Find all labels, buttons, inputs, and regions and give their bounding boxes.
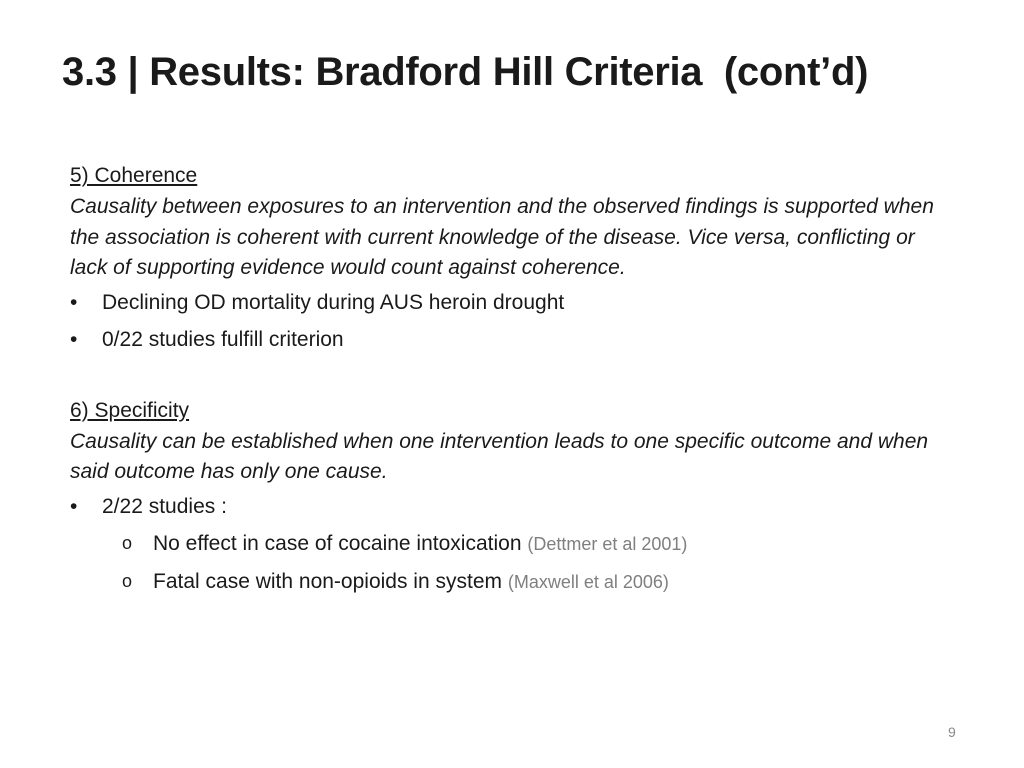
sub-list-item xyxy=(70,525,950,563)
list-item xyxy=(70,488,950,525)
sub-list-item xyxy=(70,563,950,601)
section-spacer xyxy=(70,358,950,395)
circle-bullet-icon: o xyxy=(122,532,133,553)
bullet-text: 2/22 studies : xyxy=(102,494,227,518)
coherence-definition: Causality between exposures to an intervention and the observed findings is supported when the association is coherent with current knowledge of the disease. Vice versa, conflicting or lack of supporting evidence would count against coherence. xyxy=(70,195,934,279)
bullet-text: 0/22 studies fulfill criterion xyxy=(102,327,344,351)
specificity-sub-list xyxy=(70,525,950,601)
specificity-heading: 6) Specificity xyxy=(70,398,190,422)
citation: (Maxwell et al 2006) xyxy=(507,571,669,592)
sub-bullet-text: Fatal case with non-opioids in system xyxy=(153,569,502,593)
coherence-bullet-list xyxy=(70,284,950,358)
bullet-icon: • xyxy=(70,494,78,518)
bullet-text: Declining OD mortality during AUS heroin drought xyxy=(102,290,565,314)
bullet-icon: • xyxy=(70,327,78,351)
slide-body xyxy=(70,160,950,601)
coherence-heading: 5) Coherence xyxy=(70,164,198,187)
bullet-icon: • xyxy=(70,290,78,314)
specificity-bullet-list xyxy=(70,488,950,525)
circle-bullet-icon: o xyxy=(122,570,133,591)
page-number: 9 xyxy=(948,724,956,740)
slide-title: 3.3 | Results: Bradford Hill Criteria (cont’d) xyxy=(62,50,869,94)
specificity-definition: Causality can be established when one intervention leads to one specific outcome and when said outcome has only one cause. xyxy=(70,429,929,483)
list-item xyxy=(70,284,950,321)
sub-bullet-text: No effect in case of cocaine intoxication xyxy=(153,531,522,555)
list-item xyxy=(70,321,950,358)
citation: (Dettmer et al 2001) xyxy=(527,533,688,554)
